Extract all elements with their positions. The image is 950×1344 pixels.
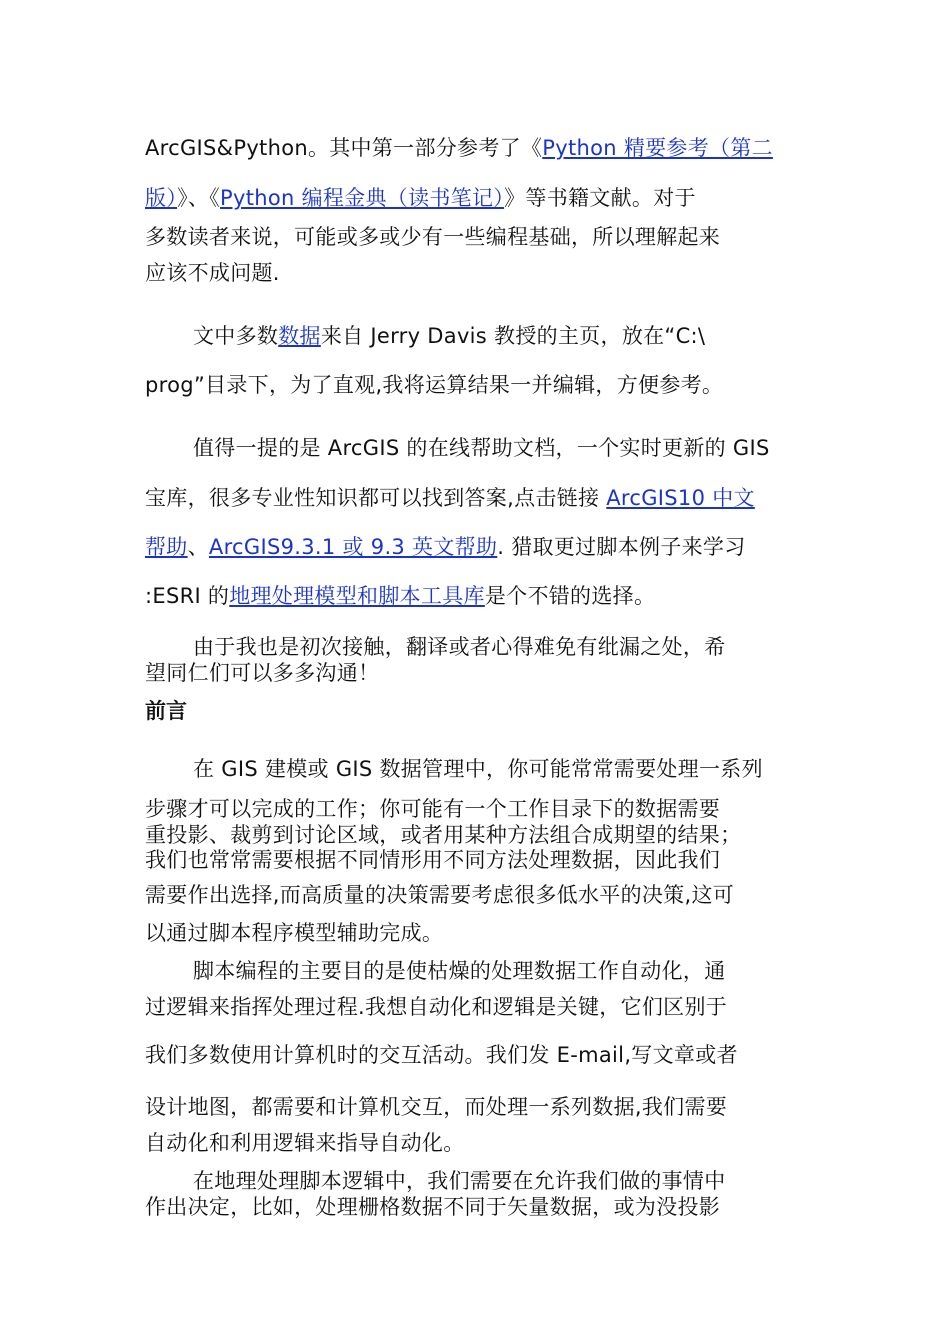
text: 文中多数 bbox=[193, 324, 279, 348]
p5-line-2: 步骤才可以完成的工作；你可能有一个工作目录下的数据需要 bbox=[145, 797, 721, 821]
p5-line-1: 在 GIS 建模或 GIS 数据管理中，你可能常常需要处理一系列 bbox=[193, 757, 763, 781]
p6-line-3: 我们多数使用计算机时的交互活动。我们发 E-mail,写文章或者 bbox=[145, 1043, 738, 1067]
link-arcgis93-english-help[interactable]: ArcGIS9.3.1 或 9.3 英文帮助 bbox=[208, 535, 498, 559]
text: . 猎取更过脚本例子来学习 bbox=[497, 535, 746, 559]
section-heading: 前言 bbox=[145, 699, 187, 723]
text: :ESRI 的 bbox=[145, 584, 230, 608]
p3-line-3 bbox=[145, 532, 746, 562]
link-data[interactable]: 数据 bbox=[278, 324, 321, 348]
p5-line-5: 需要作出选择,而高质量的决策需要考虑很多低水平的决策,这可 bbox=[145, 883, 735, 907]
text: 》、《 bbox=[177, 186, 221, 210]
p2-line-2: prog”目录下，为了直观,我将运算结果一并编辑，方便参考。 bbox=[145, 373, 724, 397]
p1-line-3: 多数读者来说，可能或多或少有一些编程基础，所以理解起来 bbox=[145, 225, 721, 249]
text: 》等书籍文献。对于 bbox=[504, 186, 696, 210]
link-python-essential-reference[interactable]: Python 精要参考（第二 bbox=[542, 136, 773, 160]
p5-line-6: 以通过脚本程序模型辅助完成。 bbox=[145, 921, 444, 945]
p6-line-1: 脚本编程的主要目的是使枯燥的处理数据工作自动化，通 bbox=[193, 959, 726, 983]
link-python-essential-reference-cont[interactable]: 版） bbox=[145, 186, 178, 210]
p7-line-2: 作出决定，比如，处理栅格数据不同于矢量数据，或为没投影 bbox=[145, 1195, 721, 1219]
link-python-programming-classic[interactable]: Python 编程金典（读书笔记） bbox=[220, 186, 505, 210]
text: ArcGIS&Python。其中第一部分参考了《 bbox=[145, 136, 543, 160]
p2-line-1 bbox=[193, 321, 705, 351]
p3-line-1: 值得一提的是 ArcGIS 的在线帮助文档，一个实时更新的 GIS bbox=[193, 436, 770, 460]
p3-line-2 bbox=[145, 483, 755, 513]
p6-line-2: 过逻辑来指挥处理过程.我想自动化和逻辑是关键，它们区别于 bbox=[145, 995, 728, 1019]
link-arcgis10-chinese-help-cont[interactable]: 帮助 bbox=[145, 535, 188, 559]
link-arcgis10-chinese-help[interactable]: ArcGIS10 中文 bbox=[606, 486, 755, 510]
p7-line-1: 在地理处理脚本逻辑中，我们需要在允许我们做的事情中 bbox=[193, 1169, 726, 1193]
p5-line-3: 重投影、裁剪到讨论区域，或者用某种方法组合成期望的结果； bbox=[145, 823, 742, 847]
p3-line-4 bbox=[145, 581, 655, 611]
p4-line-1: 由于我也是初次接触，翻译或者心得难免有纰漏之处，希 bbox=[193, 635, 726, 659]
p4-line-2: 望同仁们可以多多沟通！ bbox=[145, 661, 380, 685]
link-geoprocessing-model-library[interactable]: 地理处理模型和脚本工具库 bbox=[229, 584, 485, 608]
p6-line-4: 设计地图，都需要和计算机交互，而处理一系列数据,我们需要 bbox=[145, 1095, 728, 1119]
p1-line-4: 应该不成问题. bbox=[145, 261, 280, 285]
text: 是个不错的选择。 bbox=[484, 584, 656, 608]
text: 来自 Jerry Davis 教授的主页，放在“C:\ bbox=[320, 324, 706, 348]
p1-line-2 bbox=[145, 183, 696, 213]
text: 、 bbox=[187, 535, 209, 559]
p1-line-1 bbox=[145, 133, 773, 163]
p5-line-4: 我们也常常需要根据不同情形用不同方法处理数据，因此我们 bbox=[145, 848, 721, 872]
p6-line-5: 自动化和利用逻辑来指导自动化。 bbox=[145, 1131, 465, 1155]
text: 宝库，很多专业性知识都可以找到答案,点击链接 bbox=[145, 486, 607, 510]
